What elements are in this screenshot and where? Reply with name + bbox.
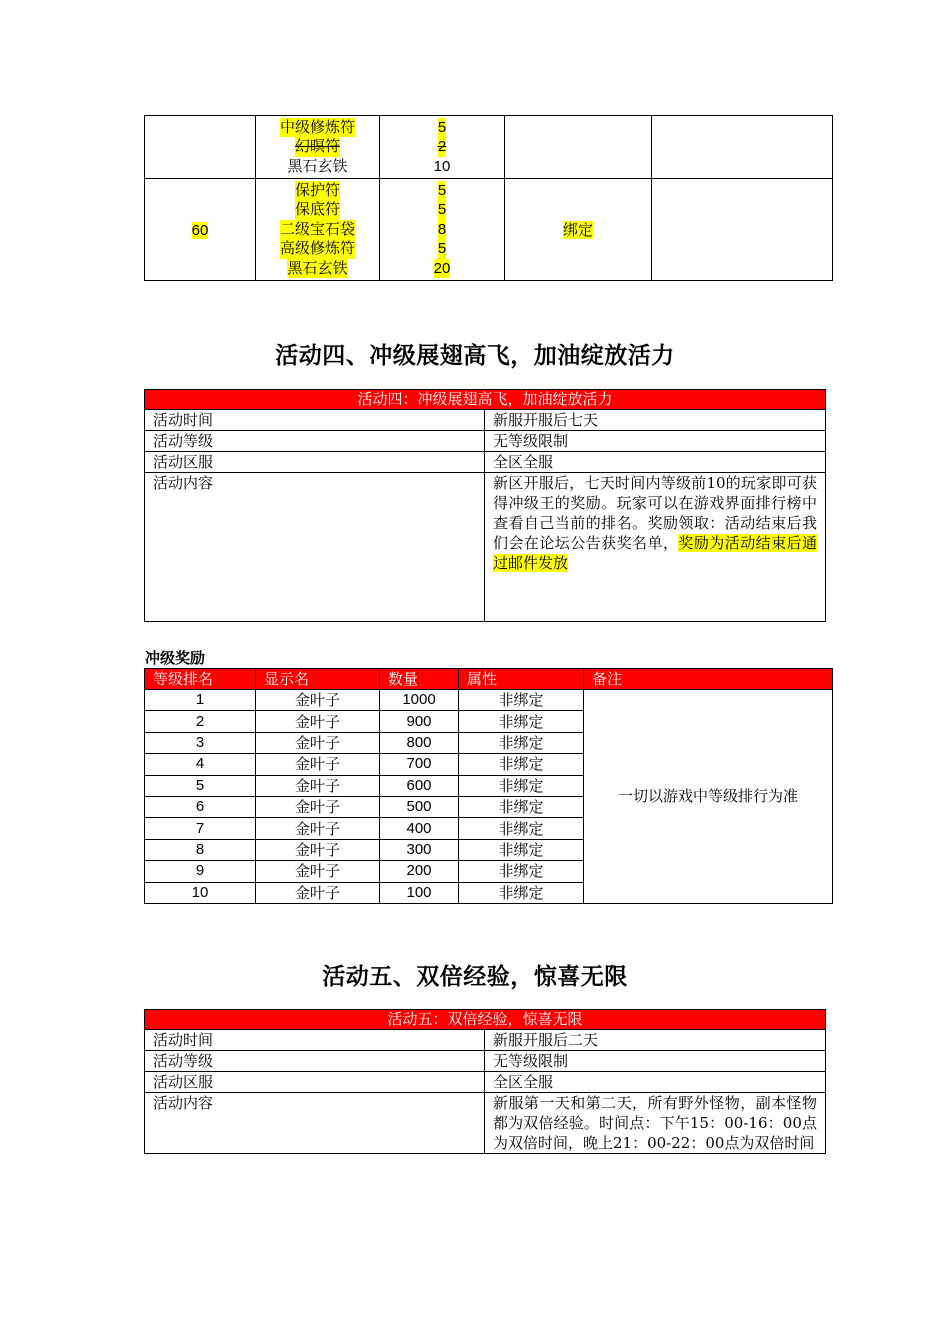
binding-cell <box>505 116 652 179</box>
level-cell <box>145 116 256 179</box>
table-row <box>145 410 826 431</box>
attribute-cell: 非绑定 <box>459 839 584 860</box>
item-cell: 金叶子 <box>256 754 380 775</box>
item-name: 黑石玄铁 <box>287 258 348 277</box>
row-value: 新服开服后二天 <box>485 1030 826 1051</box>
item-count: 2 <box>437 138 447 156</box>
content-highlight: 奖励为活动结束后通过邮件发放 <box>493 534 818 572</box>
header-quantity: 数量 <box>380 669 459 690</box>
table-row <box>145 179 833 281</box>
rank-cell: 4 <box>145 754 256 775</box>
row-label: 活动内容 <box>145 1093 485 1154</box>
attribute-cell: 非绑定 <box>459 882 584 903</box>
activity5-table <box>144 1009 826 1154</box>
quantity-cell: 200 <box>380 861 459 882</box>
table-row <box>145 431 826 452</box>
attribute-cell: 非绑定 <box>459 732 584 753</box>
table-row <box>145 1093 826 1154</box>
item-name: 高级修炼符 <box>279 239 355 258</box>
row-label: 活动区服 <box>145 452 485 473</box>
activity4-content <box>485 473 826 622</box>
level-rewards-table <box>144 668 833 904</box>
table-row <box>145 473 826 622</box>
binding-cell: 绑定 <box>562 221 593 239</box>
item-count: 5 <box>437 240 447 258</box>
rank-cell: 5 <box>145 775 256 796</box>
rank-cell: 6 <box>145 796 256 817</box>
content-text: 新区开服后，七天时间内等级前10的玩家即可获得冲级王的奖励。玩家可以在游戏界面排行榜中查看自己当前的排名。奖励领取：活动结束后我们会在论坛公告获奖名单， <box>493 474 818 552</box>
quantity-cell: 600 <box>380 775 459 796</box>
item-name: 二级宝石袋 <box>279 219 355 238</box>
item-cell: 金叶子 <box>256 861 380 882</box>
reward-table-top <box>144 115 833 281</box>
item-count: 5 <box>437 118 447 136</box>
quantity-cell: 300 <box>380 839 459 860</box>
row-value: 无等级限制 <box>485 431 826 452</box>
quantity-cell: 400 <box>380 818 459 839</box>
attribute-cell: 非绑定 <box>459 690 584 711</box>
attribute-cell: 非绑定 <box>459 796 584 817</box>
item-name: 保护符 <box>294 180 340 199</box>
note-cell: 一切以游戏中等级排行为准 <box>584 690 833 904</box>
attribute-cell: 非绑定 <box>459 818 584 839</box>
quantity-cell: 700 <box>380 754 459 775</box>
quantity-cell: 100 <box>380 882 459 903</box>
row-label: 活动等级 <box>145 1051 485 1072</box>
attribute-cell: 非绑定 <box>459 754 584 775</box>
rank-cell: 8 <box>145 839 256 860</box>
table-row <box>145 1030 826 1051</box>
row-value: 全区全服 <box>485 452 826 473</box>
item-count: 8 <box>437 220 447 238</box>
item-cell: 金叶子 <box>256 690 380 711</box>
header-note: 备注 <box>584 669 833 690</box>
item-count: 10 <box>433 157 451 175</box>
activity4-table <box>144 389 826 622</box>
level-cell: 60 <box>191 221 209 239</box>
item-count: 5 <box>437 181 447 199</box>
item-cell: 金叶子 <box>256 882 380 903</box>
quantity-cell: 1000 <box>380 690 459 711</box>
note-cell <box>652 116 833 179</box>
item-cell: 金叶子 <box>256 839 380 860</box>
header-rank: 等级排名 <box>145 669 256 690</box>
item-name: 保底符 <box>294 200 340 219</box>
item-name: 幻暝符 <box>294 137 340 156</box>
item-cell: 金叶子 <box>256 732 380 753</box>
table-row <box>145 1072 826 1093</box>
table-row <box>145 1051 826 1072</box>
row-value: 全区全服 <box>485 1072 826 1093</box>
rank-cell: 7 <box>145 818 256 839</box>
row-label: 活动时间 <box>145 1030 485 1051</box>
item-count: 5 <box>437 201 447 219</box>
item-cell: 金叶子 <box>256 818 380 839</box>
row-label: 活动等级 <box>145 431 485 452</box>
quantity-cell: 900 <box>380 711 459 732</box>
row-label: 活动区服 <box>145 1072 485 1093</box>
item-count: 20 <box>433 259 451 277</box>
quantity-cell: 800 <box>380 732 459 753</box>
row-label: 活动内容 <box>145 473 485 622</box>
table-row <box>145 690 833 711</box>
rank-cell: 10 <box>145 882 256 903</box>
quantity-cell: 500 <box>380 796 459 817</box>
activity4-table-title: 活动四：冲级展翅高飞，加油绽放活力 <box>145 390 826 410</box>
note-cell <box>652 179 833 281</box>
activity5-content: 新服第一天和第二天，所有野外怪物，副本怪物都为双倍经验。时间点：下午15：00-16：00点为双倍时间，晚上21：00-22：00点为双倍时间 <box>485 1093 826 1154</box>
rank-cell: 3 <box>145 732 256 753</box>
header-display-name: 显示名 <box>256 669 380 690</box>
row-value: 无等级限制 <box>485 1051 826 1072</box>
level-rewards-title: 冲级奖励 <box>145 649 206 667</box>
attribute-cell: 非绑定 <box>459 775 584 796</box>
table-row <box>145 116 833 179</box>
rank-cell: 2 <box>145 711 256 732</box>
header-attribute: 属性 <box>459 669 584 690</box>
item-cell: 金叶子 <box>256 775 380 796</box>
item-cell: 金叶子 <box>256 711 380 732</box>
activity4-heading: 活动四、冲级展翅高飞，加油绽放活力 <box>275 342 675 369</box>
attribute-cell: 非绑定 <box>459 711 584 732</box>
rank-cell: 1 <box>145 690 256 711</box>
item-name: 中级修炼符 <box>279 117 355 136</box>
attribute-cell: 非绑定 <box>459 861 584 882</box>
row-value: 新服开服后七天 <box>485 410 826 431</box>
table-row <box>145 452 826 473</box>
item-cell: 金叶子 <box>256 796 380 817</box>
activity5-heading: 活动五、双倍经验，惊喜无限 <box>322 963 628 990</box>
row-label: 活动时间 <box>145 410 485 431</box>
activity5-table-title: 活动五：双倍经验，惊喜无限 <box>145 1010 826 1030</box>
item-name: 黑石玄铁 <box>287 156 348 175</box>
rank-cell: 9 <box>145 861 256 882</box>
